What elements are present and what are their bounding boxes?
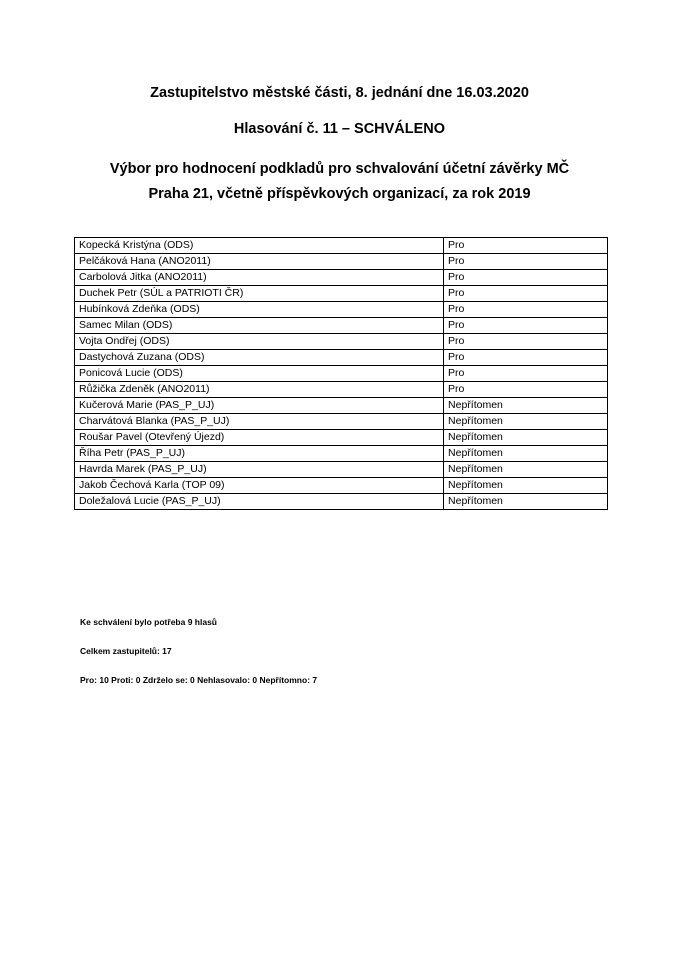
- member-name: Pelčáková Hana (ANO2011): [75, 254, 444, 270]
- member-vote: Pro: [444, 334, 608, 350]
- table-row: [75, 254, 608, 270]
- table-row: [75, 382, 608, 398]
- member-name: Duchek Petr (SÚL a PATRIOTI ČR): [75, 286, 444, 302]
- member-vote: Nepřítomen: [444, 462, 608, 478]
- member-vote: Pro: [444, 238, 608, 254]
- total-members: Celkem zastupitelů: 17: [80, 646, 172, 656]
- member-vote: Pro: [444, 382, 608, 398]
- table-row: [75, 494, 608, 510]
- table-row: [75, 398, 608, 414]
- member-vote: Nepřítomen: [444, 430, 608, 446]
- member-name: Samec Milan (ODS): [75, 318, 444, 334]
- table-row: [75, 350, 608, 366]
- vote-subject: [0, 157, 679, 207]
- votes-table: [74, 237, 608, 510]
- table-row: [75, 366, 608, 382]
- member-name: Charvátová Blanka (PAS_P_UJ): [75, 414, 444, 430]
- member-name: Roušar Pavel (Otevřený Újezd): [75, 430, 444, 446]
- member-name: Kopecká Kristýna (ODS): [75, 238, 444, 254]
- member-vote: Pro: [444, 270, 608, 286]
- votes-table-body: [75, 238, 608, 510]
- table-row: [75, 286, 608, 302]
- member-name: Vojta Ondřej (ODS): [75, 334, 444, 350]
- member-vote: Nepřítomen: [444, 446, 608, 462]
- member-name: Ponicová Lucie (ODS): [75, 366, 444, 382]
- vote-title: Hlasování č. 11 – SCHVÁLENO: [233, 121, 446, 137]
- table-row: [75, 462, 608, 478]
- member-vote: Nepřítomen: [444, 494, 608, 510]
- member-name: Doležalová Lucie (PAS_P_UJ): [75, 494, 444, 510]
- member-name: Kučerová Marie (PAS_P_UJ): [75, 398, 444, 414]
- member-vote: Nepřítomen: [444, 414, 608, 430]
- table-row: [75, 270, 608, 286]
- member-name: Carbolová Jitka (ANO2011): [75, 270, 444, 286]
- member-vote: Pro: [444, 350, 608, 366]
- member-vote: Nepřítomen: [444, 478, 608, 494]
- member-vote: Pro: [444, 302, 608, 318]
- member-vote: Pro: [444, 254, 608, 270]
- table-row: [75, 318, 608, 334]
- table-row: [75, 430, 608, 446]
- vote-breakdown: Pro: 10 Proti: 0 Zdrželo se: 0 Nehlasovalo: 0 Nepřítomno: 7: [80, 675, 318, 685]
- member-vote: Nepřítomen: [444, 398, 608, 414]
- table-row: [75, 446, 608, 462]
- table-row: [75, 238, 608, 254]
- table-row: [75, 302, 608, 318]
- member-name: Jakob Čechová Karla (TOP 09): [75, 478, 444, 494]
- table-row: [75, 478, 608, 494]
- member-vote: Pro: [444, 286, 608, 302]
- member-name: Růžička Zdeněk (ANO2011): [75, 382, 444, 398]
- member-vote: Pro: [444, 318, 608, 334]
- member-name: Hubínková Zdeňka (ODS): [75, 302, 444, 318]
- member-name: Dastychová Zuzana (ODS): [75, 350, 444, 366]
- session-title: Zastupitelstvo městské části, 8. jednání dne 16.03.2020: [150, 85, 529, 101]
- member-name: Říha Petr (PAS_P_UJ): [75, 446, 444, 462]
- member-vote: Pro: [444, 366, 608, 382]
- table-row: [75, 414, 608, 430]
- member-name: Havrda Marek (PAS_P_UJ): [75, 462, 444, 478]
- table-row: [75, 334, 608, 350]
- required-votes: Ke schválení bylo potřeba 9 hlasů: [80, 617, 217, 627]
- vote-subject-line-1: Výbor pro hodnocení podkladů pro schvalování účetní závěrky MČ: [109, 161, 570, 177]
- vote-subject-line-2: Praha 21, včetně příspěvkových organizací, za rok 2019: [148, 186, 531, 202]
